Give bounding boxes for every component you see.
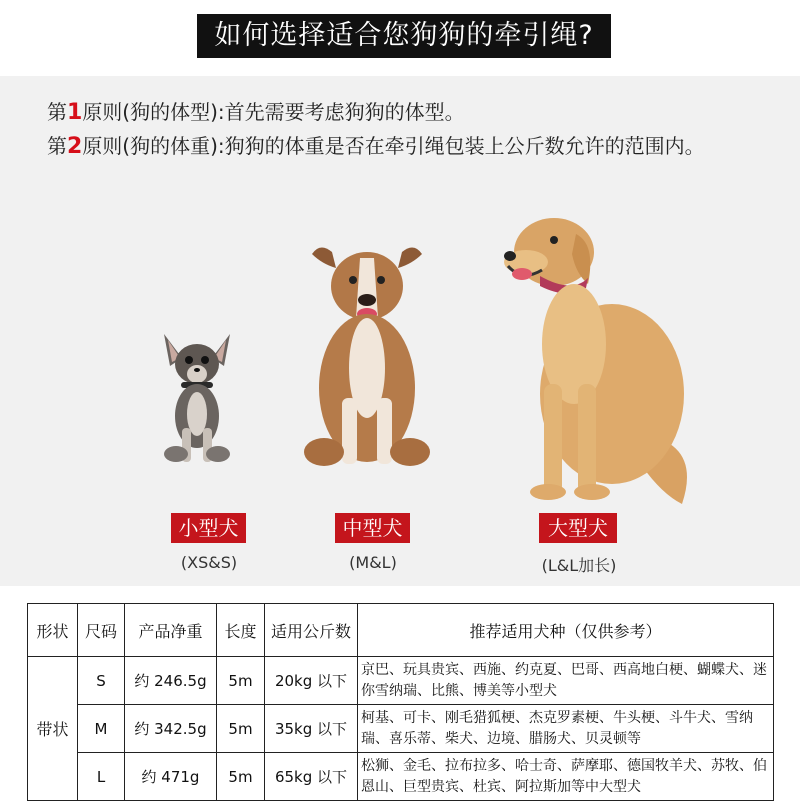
small-dog-size: (XS&S) (180, 553, 238, 572)
principle-2-number: 2 (67, 134, 83, 159)
table-row (28, 657, 774, 705)
large-dog-size: (L&L加长) (541, 556, 617, 575)
weight-cell: 约 471g (125, 753, 217, 801)
header-length: 长度 (217, 604, 265, 657)
size-cell: S (78, 657, 125, 705)
principle-2-text: 原则(狗的体重):狗狗的体重是否在牵引绳包装上公斤数允许的范围内。 (82, 134, 705, 158)
medium-dog-size: (M&L) (349, 553, 397, 572)
medium-dog-tag: 中型犬 (335, 513, 410, 543)
principle-1 (47, 96, 465, 125)
principle-2-prefix: 第 (47, 134, 67, 158)
small-dog-tag: 小型犬 (171, 513, 246, 543)
header-size: 尺码 (78, 604, 125, 657)
principle-2 (47, 130, 705, 159)
header-kg: 适用公斤数 (265, 604, 358, 657)
size-cell: M (78, 705, 125, 753)
principle-1-number: 1 (67, 100, 83, 125)
table-row (28, 753, 774, 801)
table-header-row (28, 604, 774, 657)
medium-dog-image (302, 238, 432, 472)
length-cell: 5m (217, 705, 265, 753)
size-spec-table (27, 603, 774, 801)
principle-1-text: 原则(狗的体型):首先需要考虑狗狗的体型。 (82, 100, 465, 124)
breeds-cell: 京巴、玩具贵宾、西施、约克夏、巴哥、西高地白梗、蝴蝶犬、迷你雪纳瑞、比熊、博美等小型犬 (358, 657, 774, 705)
kg-cell: 65kg 以下 (265, 753, 358, 801)
header-weight: 产品净重 (125, 604, 217, 657)
page-title: 如何选择适合您狗狗的牵引绳? (197, 14, 611, 58)
length-cell: 5m (217, 657, 265, 705)
weight-cell: 约 342.5g (125, 705, 217, 753)
large-dog-image (492, 204, 692, 512)
weight-cell: 约 246.5g (125, 657, 217, 705)
breeds-cell: 松狮、金毛、拉布拉多、哈士奇、萨摩耶、德国牧羊犬、苏牧、伯恩山、巨型贵宾、杜宾、阿拉斯加等中大型犬 (358, 753, 774, 801)
length-cell: 5m (217, 753, 265, 801)
shape-cell: 带状 (28, 657, 78, 801)
large-dog-tag: 大型犬 (539, 513, 617, 543)
header-shape: 形状 (28, 604, 78, 657)
size-cell: L (78, 753, 125, 801)
kg-cell: 20kg 以下 (265, 657, 358, 705)
kg-cell: 35kg 以下 (265, 705, 358, 753)
header-breeds: 推荐适用犬种（仅供参考） (358, 604, 774, 657)
small-dog-image (152, 328, 242, 470)
main-panel (0, 76, 800, 586)
principle-1-prefix: 第 (47, 100, 67, 124)
table-row (28, 705, 774, 753)
breeds-cell: 柯基、可卡、刚毛猎狐梗、杰克罗素梗、牛头梗、斗牛犬、雪纳瑞、喜乐蒂、柴犬、边境、腊肠犬、贝灵顿等 (358, 705, 774, 753)
